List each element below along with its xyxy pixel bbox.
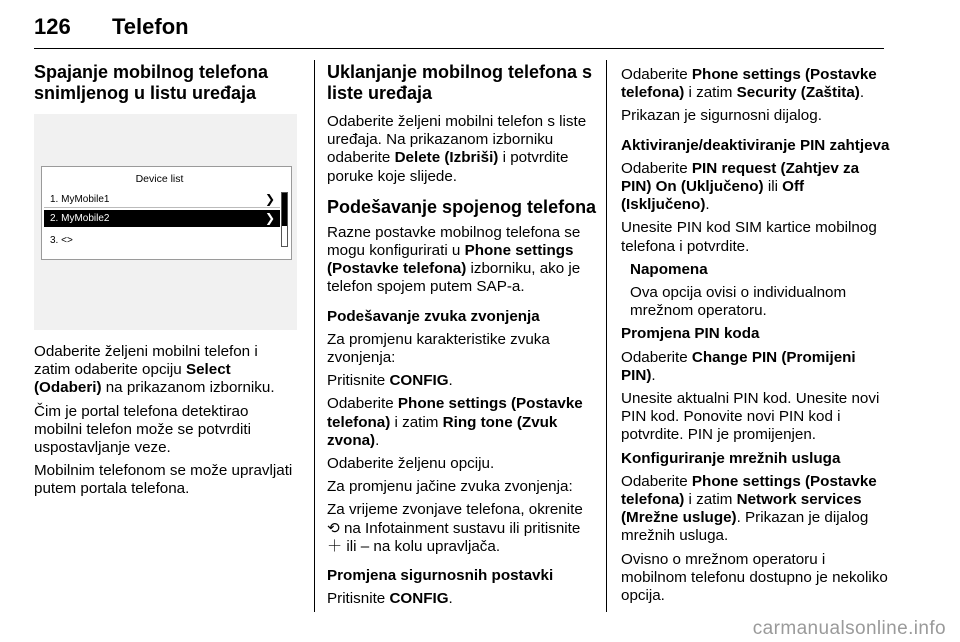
section-heading-settings: Podešavanje spojenog telefona (327, 196, 597, 217)
paragraph: Za vrijeme zvonjave telefona, okrenite ⟲ na Infotainment sustavu ili pritisnite ＋ ili – na kolu upravljača. (327, 501, 583, 555)
subheading-network: Konfiguriranje mrežnih usluga (621, 449, 841, 467)
device-list-item[interactable] (44, 191, 280, 208)
paragraph: Odaberite željeni mobilni telefon s liste uređaja. Na prikazanom izborniku odaberite Delete (Izbriši) i potvrdite poruke koje slijede. (327, 113, 587, 185)
note-box (621, 261, 891, 321)
subheading-change-pin: Promjena PIN koda (621, 325, 760, 343)
device-list-title: Device list (135, 173, 184, 185)
chevron-right-icon: ❯ (264, 192, 275, 206)
column-divider-right (606, 60, 607, 612)
paragraph: Odaberite PIN request (Zahtjev za PIN) On (Uključeno) ili Off (Isključeno). (621, 159, 860, 214)
paragraph: Pritisnite CONFIG. (327, 590, 453, 608)
paragraph: Odaberite Phone settings (Postavke telefona) i zatim Security (Zaštita). (621, 66, 877, 102)
device-item-label: 2. MyMobile2 (50, 213, 110, 224)
column-1-text (34, 343, 296, 504)
note-text: Ova opcija ovisi o individualnom mrežnom operatoru. (630, 284, 847, 320)
subheading-security: Promjena sigurnosnih postavki (327, 567, 554, 585)
section-heading-remove: Uklanjanje mobilnog telefona s liste uređaja (327, 62, 593, 103)
paragraph: Za promjenu jačine zvuka zvonjenja: (327, 478, 573, 496)
column-3 (621, 66, 891, 610)
paragraph: Čim je portal telefona detektirao mobilni telefon može se potvrditi uspostavljanje veze. (34, 402, 251, 457)
page-title: Telefon (112, 14, 189, 39)
paragraph: Odaberite željeni mobilni telefon i zatim odaberite opciju Select (Odaberi) na prikazanom izborniku. (34, 343, 275, 397)
paragraph: Ovisno o mrežnom operatoru i mobilnom telefonu dostupno je nekoliko opcija. (621, 550, 888, 605)
paragraph: Razne postavke mobilnog telefona se mogu konfigurirati u Phone settings (Postavke telefona) izborniku, ako je telefon spojem putem SAP-a. (327, 223, 581, 296)
paragraph: Unesite aktualni PIN kod. Unesite novi PIN kod. Ponovite novi PIN kod i potvrdite. PIN je promijenjen. (621, 390, 880, 444)
device-list-item-selected[interactable] (44, 210, 280, 227)
watermark: carmanualsonline.info (752, 618, 946, 639)
note-title: Napomena (630, 260, 708, 278)
device-item-label: 1. MyMobile1 (50, 194, 110, 205)
scrollbar-thumb[interactable] (282, 193, 287, 226)
paragraph: Odaberite željenu opciju. (327, 455, 495, 473)
paragraph: Prikazan je sigurnosni dijalog. (621, 107, 822, 125)
column-2 (327, 62, 597, 613)
device-list-screen (41, 166, 292, 260)
device-item-label: 3. <> (50, 235, 73, 246)
subheading-ringtone: Podešavanje zvuka zvonjenja (327, 307, 540, 325)
paragraph: Odaberite Phone settings (Postavke telefona) i zatim Network services (Mrežne usluge). Prikazan je dijalog mrežnih usluga. (621, 472, 877, 545)
chevron-right-icon: ❯ (264, 211, 275, 225)
column-divider-left (314, 60, 315, 612)
paragraph: Unesite PIN kod SIM kartice mobilnog telefona i potvrdite. (621, 219, 877, 255)
paragraph: Mobilnim telefonom se može upravljati putem portala telefona. (34, 462, 293, 498)
device-list-figure (34, 114, 297, 330)
device-list-item[interactable] (44, 232, 280, 249)
paragraph: Za promjenu karakteristike zvuka zvonjenja: (327, 330, 550, 367)
scrollbar[interactable] (281, 192, 288, 247)
section-heading-connect: Spajanje mobilnog telefona snimljenog u listu uređaja (34, 62, 269, 103)
header-rule (34, 48, 884, 49)
column-1 (34, 62, 296, 113)
paragraph: Pritisnite CONFIG. (327, 372, 453, 390)
paragraph: Odaberite Phone settings (Postavke telefona) i zatim Ring tone (Zvuk zvona). (327, 395, 583, 449)
page-number: 126 (34, 14, 71, 39)
subheading-pin-request: Aktiviranje/deaktiviranje PIN zahtjeva (621, 136, 890, 154)
paragraph: Odaberite Change PIN (Promijeni PIN). (621, 348, 856, 384)
